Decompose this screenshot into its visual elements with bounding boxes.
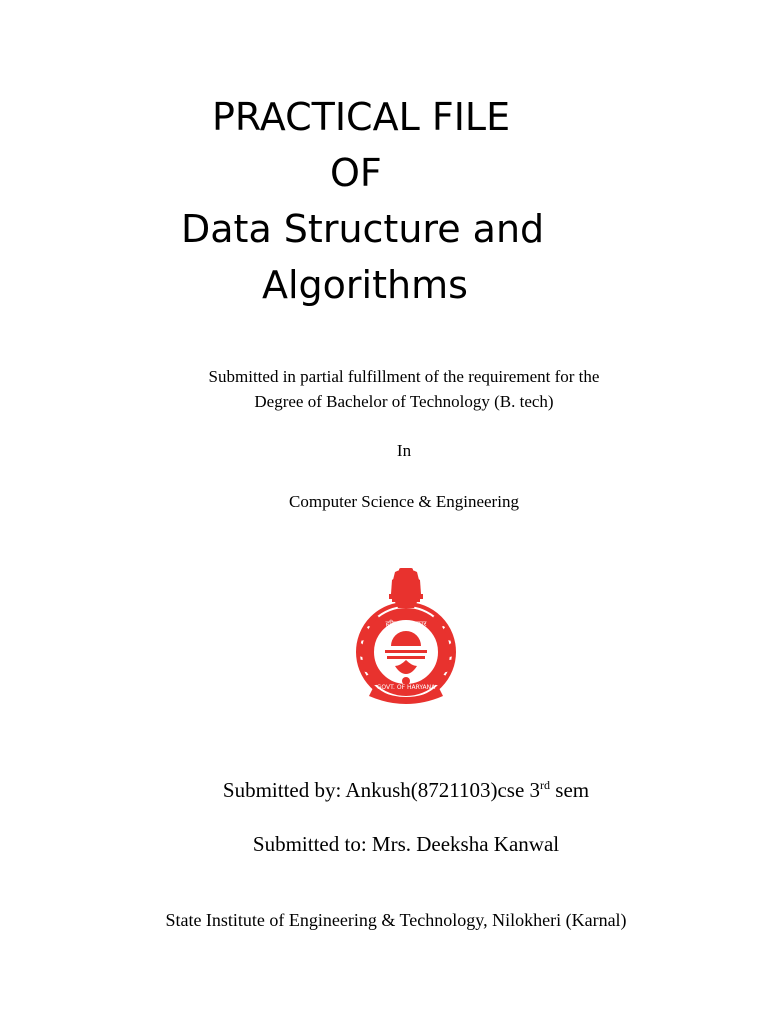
svg-text:हरियाणा सरकार: हरियाणा सरकार — [385, 620, 427, 628]
submission-statement-line-2: Degree of Bachelor of Technology (B. tech) — [254, 392, 554, 411]
institute-name: State Institute of Engineering & Technology, Nilokheri (Karnal) — [165, 910, 627, 930]
submitted-by — [22, 778, 768, 803]
ordinal-suffix: rd — [540, 778, 551, 792]
title-line-4: Algorithms — [262, 263, 468, 307]
submitted-by-sem: sem — [550, 778, 590, 802]
submitted-to: Submitted to: Mrs. Deeksha Kanwal — [252, 832, 560, 856]
title-line-2: OF — [330, 151, 382, 195]
department-name: Computer Science & Engineering — [289, 492, 519, 511]
svg-text:GOVT. OF HARYANA: GOVT. OF HARYANA — [376, 684, 436, 691]
in-label: In — [396, 441, 412, 460]
title-line-1: PRACTICAL FILE — [212, 95, 511, 139]
govt-of-haryana-emblem-icon — [345, 566, 467, 704]
title-line-3: Data Structure and — [181, 207, 545, 251]
submitted-by-text: Submitted by: Ankush(8721103)cse 3 — [222, 778, 541, 802]
submission-statement-line-1: Submitted in partial fulfillment of the requirement for the — [208, 367, 600, 386]
